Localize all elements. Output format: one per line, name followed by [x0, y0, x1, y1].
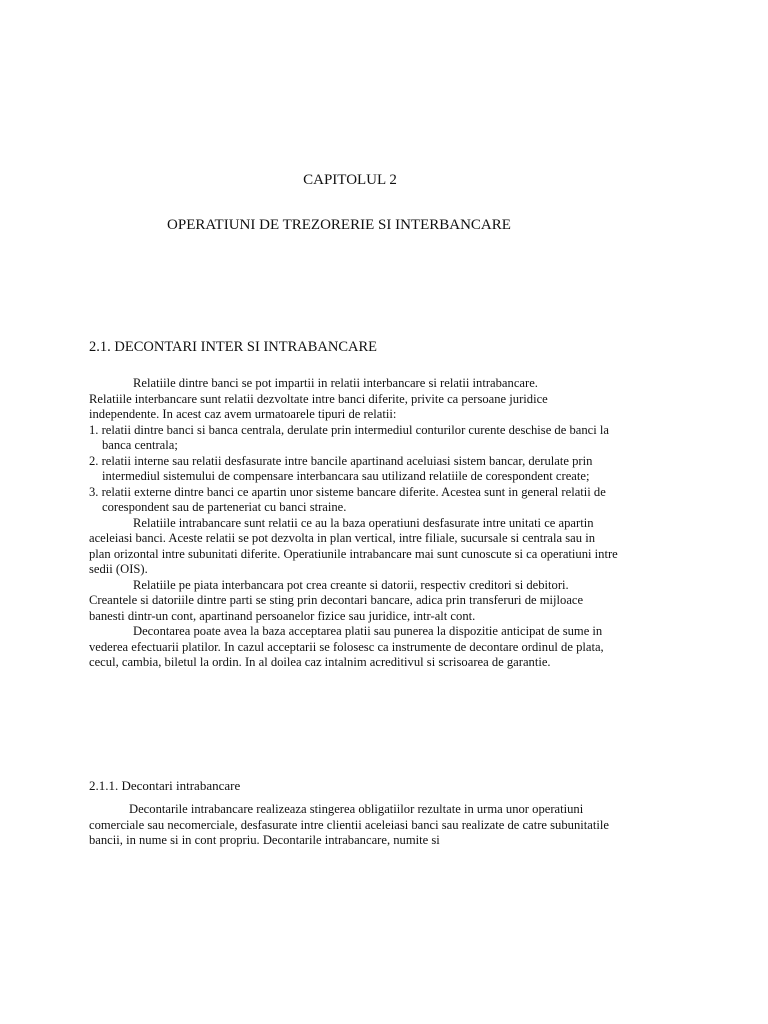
paragraph: Decontarea poate avea la baza acceptarea platii sau punerea la dispozitie anticipat de sume in vederea efectuarii platilor. In cazul acceptarii se folosesc ca instrumente de decontare ordinul de plata, cecul, cambia, biletul la ordin. In al doilea caz intalnim acreditivul si scrisoarea de garantie. — [89, 624, 604, 669]
subsection-body — [89, 802, 619, 849]
paragraph: Relatiile interbancare sunt relatii dezvoltate intre banci diferite, privite ca persoane juridice independente. In acest caz avem urmatoarele tipuri de relatii: — [89, 391, 548, 421]
section-body — [89, 376, 619, 671]
subsection-heading: 2.1.1. Decontari intrabancare — [89, 778, 241, 793]
list-item: 1. relatii dintre banci si banca centrala, derulate prin intermediul conturilor curente deschise de banci la banca centrala; — [89, 422, 609, 452]
chapter-label: CAPITOLUL 2 — [303, 172, 397, 188]
paragraph: Relatiile dintre banci se pot impartii in relatii interbancare si relatii intrabancare. — [133, 376, 538, 390]
paragraph: Relatiile intrabancare sunt relatii ce au la baza operatiuni desfasurate intre unitati ce apartin aceleiasi banci. Aceste relatii se pot dezvolta in plan vertical, intre filiale, sucursale si centrala sau in plan orizontal intre subunitati diferite. Operatiunile intrabancare mai sunt cunoscute si ca operatiuni intre sedii (OIS). — [89, 515, 618, 576]
paragraph: Decontarile intrabancare realizeaza stingerea obligatiilor rezultate in urma unor operatiuni comerciale sau necomerciale, desfasurate intre clientii aceleiasi banci sau realizate de catre subunitatile bancii, in nume si in cont propriu. Decontarile intrabancare, numite si — [89, 802, 609, 847]
list-item: 2. relatii interne sau relatii desfasurate intre bancile apartinand aceluiasi sistem bancar, derulate prin intermediul sistemului de compensare interbancara sau utilizand relatiile de corespondent create; — [89, 453, 593, 483]
section-heading: 2.1. DECONTARI INTER SI INTRABANCARE — [89, 339, 378, 355]
list-item: 3. relatii externe dintre banci ce apartin unor sisteme bancare diferite. Acestea sunt in general relatii de corespondent sau de parteneriat cu banci straine. — [89, 484, 606, 514]
chapter-title: OPERATIUNI DE TREZORERIE SI INTERBANCARE — [167, 217, 511, 233]
paragraph: Relatiile pe piata interbancara pot crea creante si datorii, respectiv creditori si debitori. Creantele si datoriile dintre parti se sting prin decontari bancare, adica prin transferuri de mijloace banesti dintr-un cont, apartinand persoanelor fizice sau juridice, intr-alt cont. — [89, 577, 584, 623]
